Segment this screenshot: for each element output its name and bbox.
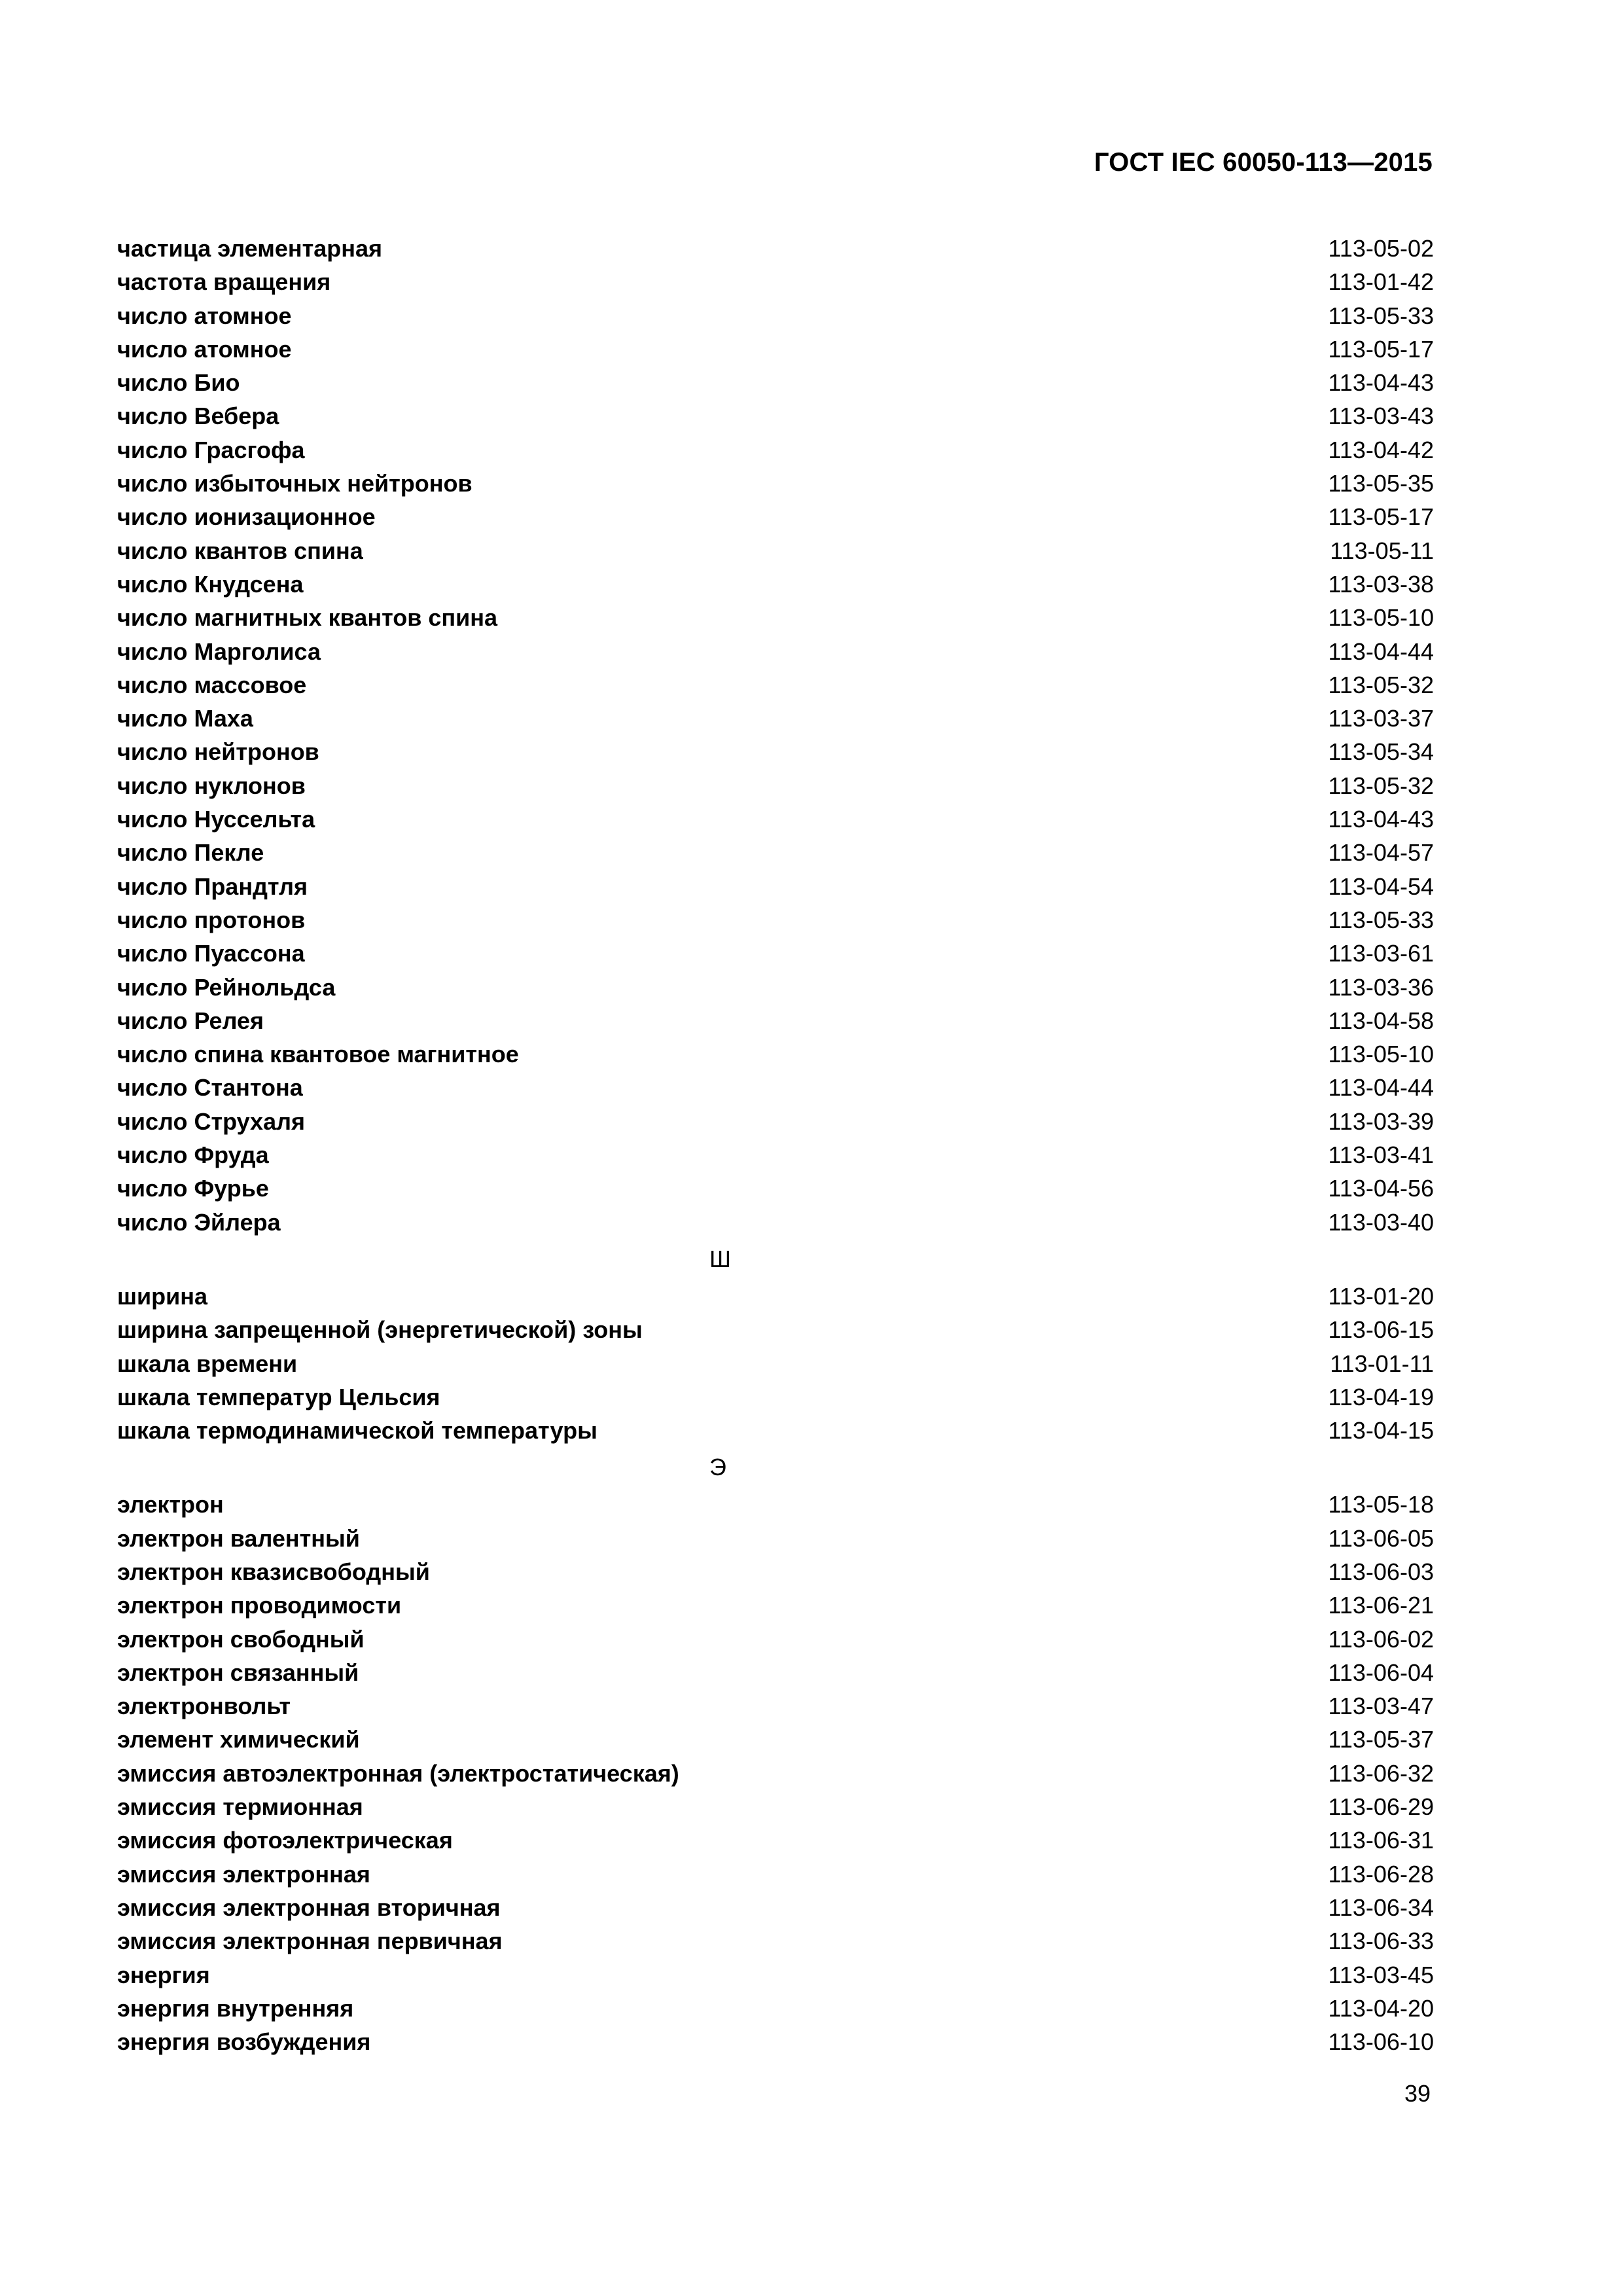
index-code: 113-06-04 <box>1328 1659 1434 1686</box>
index-code: 113-03-37 <box>1328 705 1434 732</box>
index-code: 113-04-43 <box>1328 806 1434 833</box>
index-entry <box>117 1555 1434 1588</box>
index-entry <box>117 769 1434 802</box>
index-entry <box>117 601 1434 634</box>
index-term: число Стантона <box>117 1074 303 1102</box>
index-term: электронвольт <box>117 1693 291 1720</box>
index-term: шкала термодинамической температуры <box>117 1417 597 1444</box>
index-code: 113-01-42 <box>1328 268 1434 296</box>
index-term: число Вебера <box>117 403 279 430</box>
index-code: 113-05-33 <box>1328 906 1434 933</box>
index-code: 113-05-35 <box>1328 470 1434 497</box>
index-code: 113-05-17 <box>1328 503 1434 531</box>
document-code-header: ГОСТ IEC 60050-113—2015 <box>1094 148 1433 177</box>
index-code: 113-04-56 <box>1328 1175 1434 1202</box>
index-term: частица элементарная <box>117 235 383 262</box>
index-term: число Релея <box>117 1007 264 1034</box>
index-term: число протонов <box>117 906 306 933</box>
index-entry <box>117 735 1434 768</box>
index-term: энергия внутренняя <box>117 1994 354 2022</box>
index-entry <box>117 1823 1434 1857</box>
index-entry <box>117 299 1434 332</box>
index-code: 113-05-02 <box>1328 235 1434 262</box>
index-term: электрон проводимости <box>117 1592 402 1619</box>
index-term: число Био <box>117 369 240 397</box>
index-entry <box>117 635 1434 668</box>
index-entry <box>117 265 1434 298</box>
index-term: эмиссия автоэлектронная (электростатическая) <box>117 1759 679 1787</box>
index-code: 113-05-10 <box>1328 1041 1434 1068</box>
index-code: 113-03-36 <box>1328 973 1434 1001</box>
index-term: число Прандтля <box>117 872 308 900</box>
index-code: 113-06-28 <box>1328 1860 1434 1888</box>
index-entry <box>117 1414 1434 1447</box>
index-entry <box>117 1656 1434 1689</box>
index-code: 113-03-38 <box>1328 570 1434 598</box>
index-code: 113-06-32 <box>1328 1759 1434 1787</box>
index-code: 113-05-10 <box>1328 604 1434 632</box>
index-entry <box>117 903 1434 937</box>
index-code: 113-03-43 <box>1328 403 1434 430</box>
index-entry <box>117 433 1434 467</box>
index-term: число Фруда <box>117 1141 269 1169</box>
index-entry <box>117 1588 1434 1622</box>
index-term: электрон валентный <box>117 1524 360 1552</box>
index-term: число нуклонов <box>117 772 306 799</box>
index-term: энергия <box>117 1961 210 1988</box>
index-entry <box>117 702 1434 735</box>
index-entry <box>117 836 1434 869</box>
index-code: 113-04-44 <box>1328 1074 1434 1102</box>
index-code: 113-04-19 <box>1328 1383 1434 1410</box>
index-entry <box>117 1522 1434 1555</box>
index-entry <box>117 1347 1434 1380</box>
index-entry <box>117 870 1434 903</box>
index-entry <box>117 1313 1434 1346</box>
index-term: число Пуассона <box>117 940 305 967</box>
index-entry <box>117 399 1434 433</box>
index-entry <box>117 1206 1434 1239</box>
index-code: 113-04-43 <box>1328 369 1434 397</box>
index-entry <box>117 232 1434 265</box>
index-code: 113-05-33 <box>1328 302 1434 329</box>
index-entry <box>117 567 1434 601</box>
index-code: 113-04-42 <box>1328 436 1434 463</box>
index-entry <box>117 1992 1434 2025</box>
index-term: частота вращения <box>117 268 331 296</box>
index-code: 113-06-05 <box>1328 1524 1434 1552</box>
index-entry <box>117 668 1434 702</box>
index-term: ширина <box>117 1282 208 1310</box>
index-code: 113-05-17 <box>1328 335 1434 363</box>
index-entry <box>117 1689 1434 1723</box>
index-code: 113-03-61 <box>1328 940 1434 967</box>
index-entry <box>117 1071 1434 1104</box>
index-code: 113-05-34 <box>1328 738 1434 766</box>
index-entry <box>117 1891 1434 1924</box>
index-entry <box>117 1857 1434 1891</box>
index-code: 113-04-15 <box>1328 1417 1434 1444</box>
index-code: 113-04-44 <box>1328 637 1434 665</box>
index-entry <box>117 1757 1434 1790</box>
index-code: 113-06-34 <box>1328 1893 1434 1921</box>
index-entry <box>117 1723 1434 1756</box>
index-entry <box>117 366 1434 399</box>
index-entry <box>117 1623 1434 1656</box>
index-entry <box>117 1037 1434 1071</box>
index-entry <box>117 1004 1434 1037</box>
index-entry <box>117 332 1434 366</box>
index-code: 113-05-37 <box>1328 1726 1434 1753</box>
index-term: эмиссия электронная вторичная <box>117 1893 501 1921</box>
index-code: 113-01-20 <box>1328 1282 1434 1310</box>
index-code: 113-06-29 <box>1328 1793 1434 1821</box>
index-term: шкала температур Цельсия <box>117 1383 440 1410</box>
index-term: число атомное <box>117 335 292 363</box>
index-term: число Маха <box>117 705 253 732</box>
index-code: 113-03-39 <box>1328 1107 1434 1135</box>
index-code: 113-05-32 <box>1328 772 1434 799</box>
index-code: 113-03-41 <box>1328 1141 1434 1169</box>
index-code: 113-03-40 <box>1328 1208 1434 1236</box>
index-term: число Грасгофа <box>117 436 305 463</box>
index-entry <box>117 802 1434 836</box>
index-term: электрон связанный <box>117 1659 359 1686</box>
section-letter: Э <box>709 1454 726 1481</box>
index-term: шкала времени <box>117 1350 298 1377</box>
index-code: 113-05-11 <box>1330 537 1434 564</box>
section-letter: Ш <box>709 1245 731 1272</box>
section-letter-heading <box>117 1447 1434 1488</box>
index-code: 113-05-32 <box>1328 671 1434 698</box>
index-term: эмиссия термионная <box>117 1793 363 1821</box>
index-term: число атомное <box>117 302 292 329</box>
index-term: число Кнудсена <box>117 570 304 598</box>
index-code: 113-03-45 <box>1328 1961 1434 1988</box>
section-letter-heading <box>117 1239 1434 1280</box>
index-term: число спина квантовое магнитное <box>117 1041 519 1068</box>
index-term: эмиссия фотоэлектрическая <box>117 1827 453 1854</box>
index-term: электрон свободный <box>117 1625 365 1653</box>
index-code: 113-04-20 <box>1328 1994 1434 2022</box>
index-code: 113-06-10 <box>1328 2028 1434 2056</box>
index-term: энергия возбуждения <box>117 2028 371 2056</box>
index-term: число ионизационное <box>117 503 376 531</box>
index-code: 113-01-11 <box>1330 1350 1434 1377</box>
index-term: число квантов спина <box>117 537 363 564</box>
index-code: 113-04-57 <box>1328 839 1434 867</box>
index-entry <box>117 937 1434 970</box>
index-entry <box>117 467 1434 500</box>
index-term: число массовое <box>117 671 307 698</box>
index-code: 113-03-47 <box>1328 1693 1434 1720</box>
index-entry <box>117 534 1434 567</box>
index-term: число Пекле <box>117 839 264 867</box>
page-number: 39 <box>1404 2080 1431 2107</box>
index-entry <box>117 1790 1434 1823</box>
index-term: электрон <box>117 1491 224 1518</box>
index-entry <box>117 500 1434 533</box>
term-index-list <box>117 232 1434 2058</box>
index-code: 113-06-02 <box>1328 1625 1434 1653</box>
index-term: число нейтронов <box>117 738 319 766</box>
index-term: число Нуссельта <box>117 806 315 833</box>
index-entry <box>117 1924 1434 1958</box>
index-term: число магнитных квантов спина <box>117 604 498 632</box>
index-entry <box>117 1280 1434 1313</box>
index-entry <box>117 1138 1434 1172</box>
index-code: 113-04-54 <box>1328 872 1434 900</box>
index-term: ширина запрещенной (энергетической) зоны <box>117 1316 643 1344</box>
index-term: элемент химический <box>117 1726 360 1753</box>
index-entry <box>117 1172 1434 1205</box>
index-term: электрон квазисвободный <box>117 1558 430 1585</box>
index-code: 113-06-31 <box>1328 1827 1434 1854</box>
index-code: 113-06-03 <box>1328 1558 1434 1585</box>
index-entry <box>117 1105 1434 1138</box>
index-term: эмиссия электронная первичная <box>117 1928 503 1955</box>
index-code: 113-04-58 <box>1328 1007 1434 1034</box>
index-entry <box>117 2025 1434 2058</box>
index-code: 113-06-15 <box>1328 1316 1434 1344</box>
index-term: число Эйлера <box>117 1208 281 1236</box>
index-term: эмиссия электронная <box>117 1860 370 1888</box>
index-term: число избыточных нейтронов <box>117 470 473 497</box>
index-term: число Рейнольдса <box>117 973 336 1001</box>
index-entry <box>117 971 1434 1004</box>
index-entry <box>117 1380 1434 1414</box>
index-term: число Фурье <box>117 1175 269 1202</box>
index-code: 113-06-33 <box>1328 1928 1434 1955</box>
index-entry <box>117 1488 1434 1521</box>
index-code: 113-05-18 <box>1328 1491 1434 1518</box>
index-entry <box>117 1958 1434 1992</box>
index-code: 113-06-21 <box>1328 1592 1434 1619</box>
index-term: число Марголиса <box>117 637 321 665</box>
index-term: число Струхаля <box>117 1107 305 1135</box>
